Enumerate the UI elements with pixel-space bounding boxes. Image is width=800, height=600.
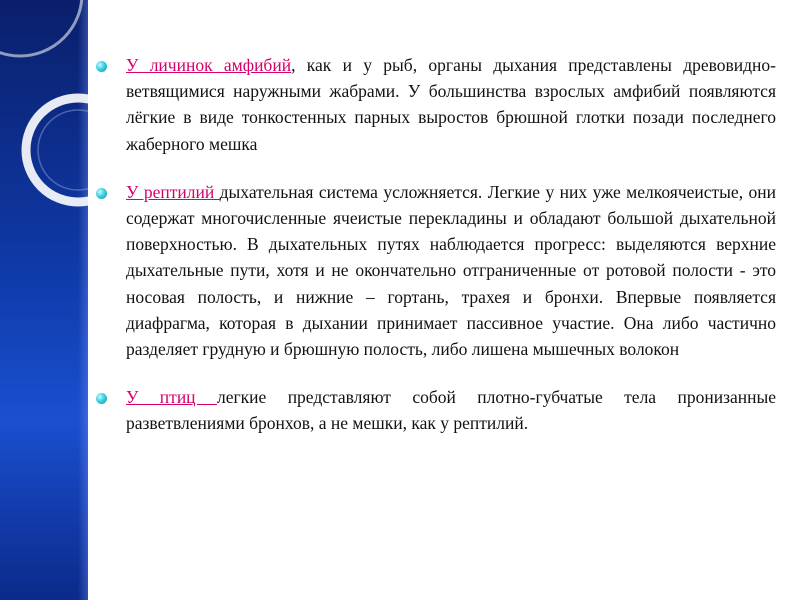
bullet-lead: У птиц [126, 387, 217, 408]
bullet-lead: У личинок амфибий [126, 55, 292, 75]
bullet-list [96, 52, 776, 459]
bullet-amphibians [96, 52, 776, 157]
bullet-dot-icon [96, 393, 107, 404]
bullet-text: , как и у рыб, органы дыхания представлены древовидно-ветвящимися наружными жабрами. У большинства взрослых амфибий появляются лёгкие в виде тонкостенных парных выростов брюшной глотки позади последнего жаберного мешка [126, 55, 777, 154]
middle-ring [26, 98, 88, 202]
top-arc [0, 0, 82, 56]
bullet-text: дыхательная система усложняется. Легкие у них уже мелкоячеистые, они содержат многочисленные ячеистые перекладины и обладают большой дыхательной поверхностью. В дыхательных путях наблюдается прогресс: выделяются верхние дыхательные пути, хотя и не окончательно отграниченные от ротовой полости - это носовая полость, и нижние – гортань, трахея и бронхи. Впервые появляется диафрагма, которая в дыхании принимает пассивное участие. Она либо частично разделяет грудную и брюшную полость, либо лишена мышечных волокон [126, 181, 777, 360]
bullet-text: легкие представляют собой плотно-губчатые тела пронизанные разветвлениями бронхов, а не мешки, как у рептилий. [126, 387, 777, 434]
bullet-dot-icon [96, 188, 107, 199]
bullet-dot-icon [96, 61, 107, 72]
bullet-lead: У рептилий [126, 181, 220, 202]
bullet-reptiles [96, 179, 776, 362]
bullet-birds [96, 384, 776, 436]
middle-ring-inner [38, 110, 88, 190]
decorative-circles [0, 0, 88, 600]
